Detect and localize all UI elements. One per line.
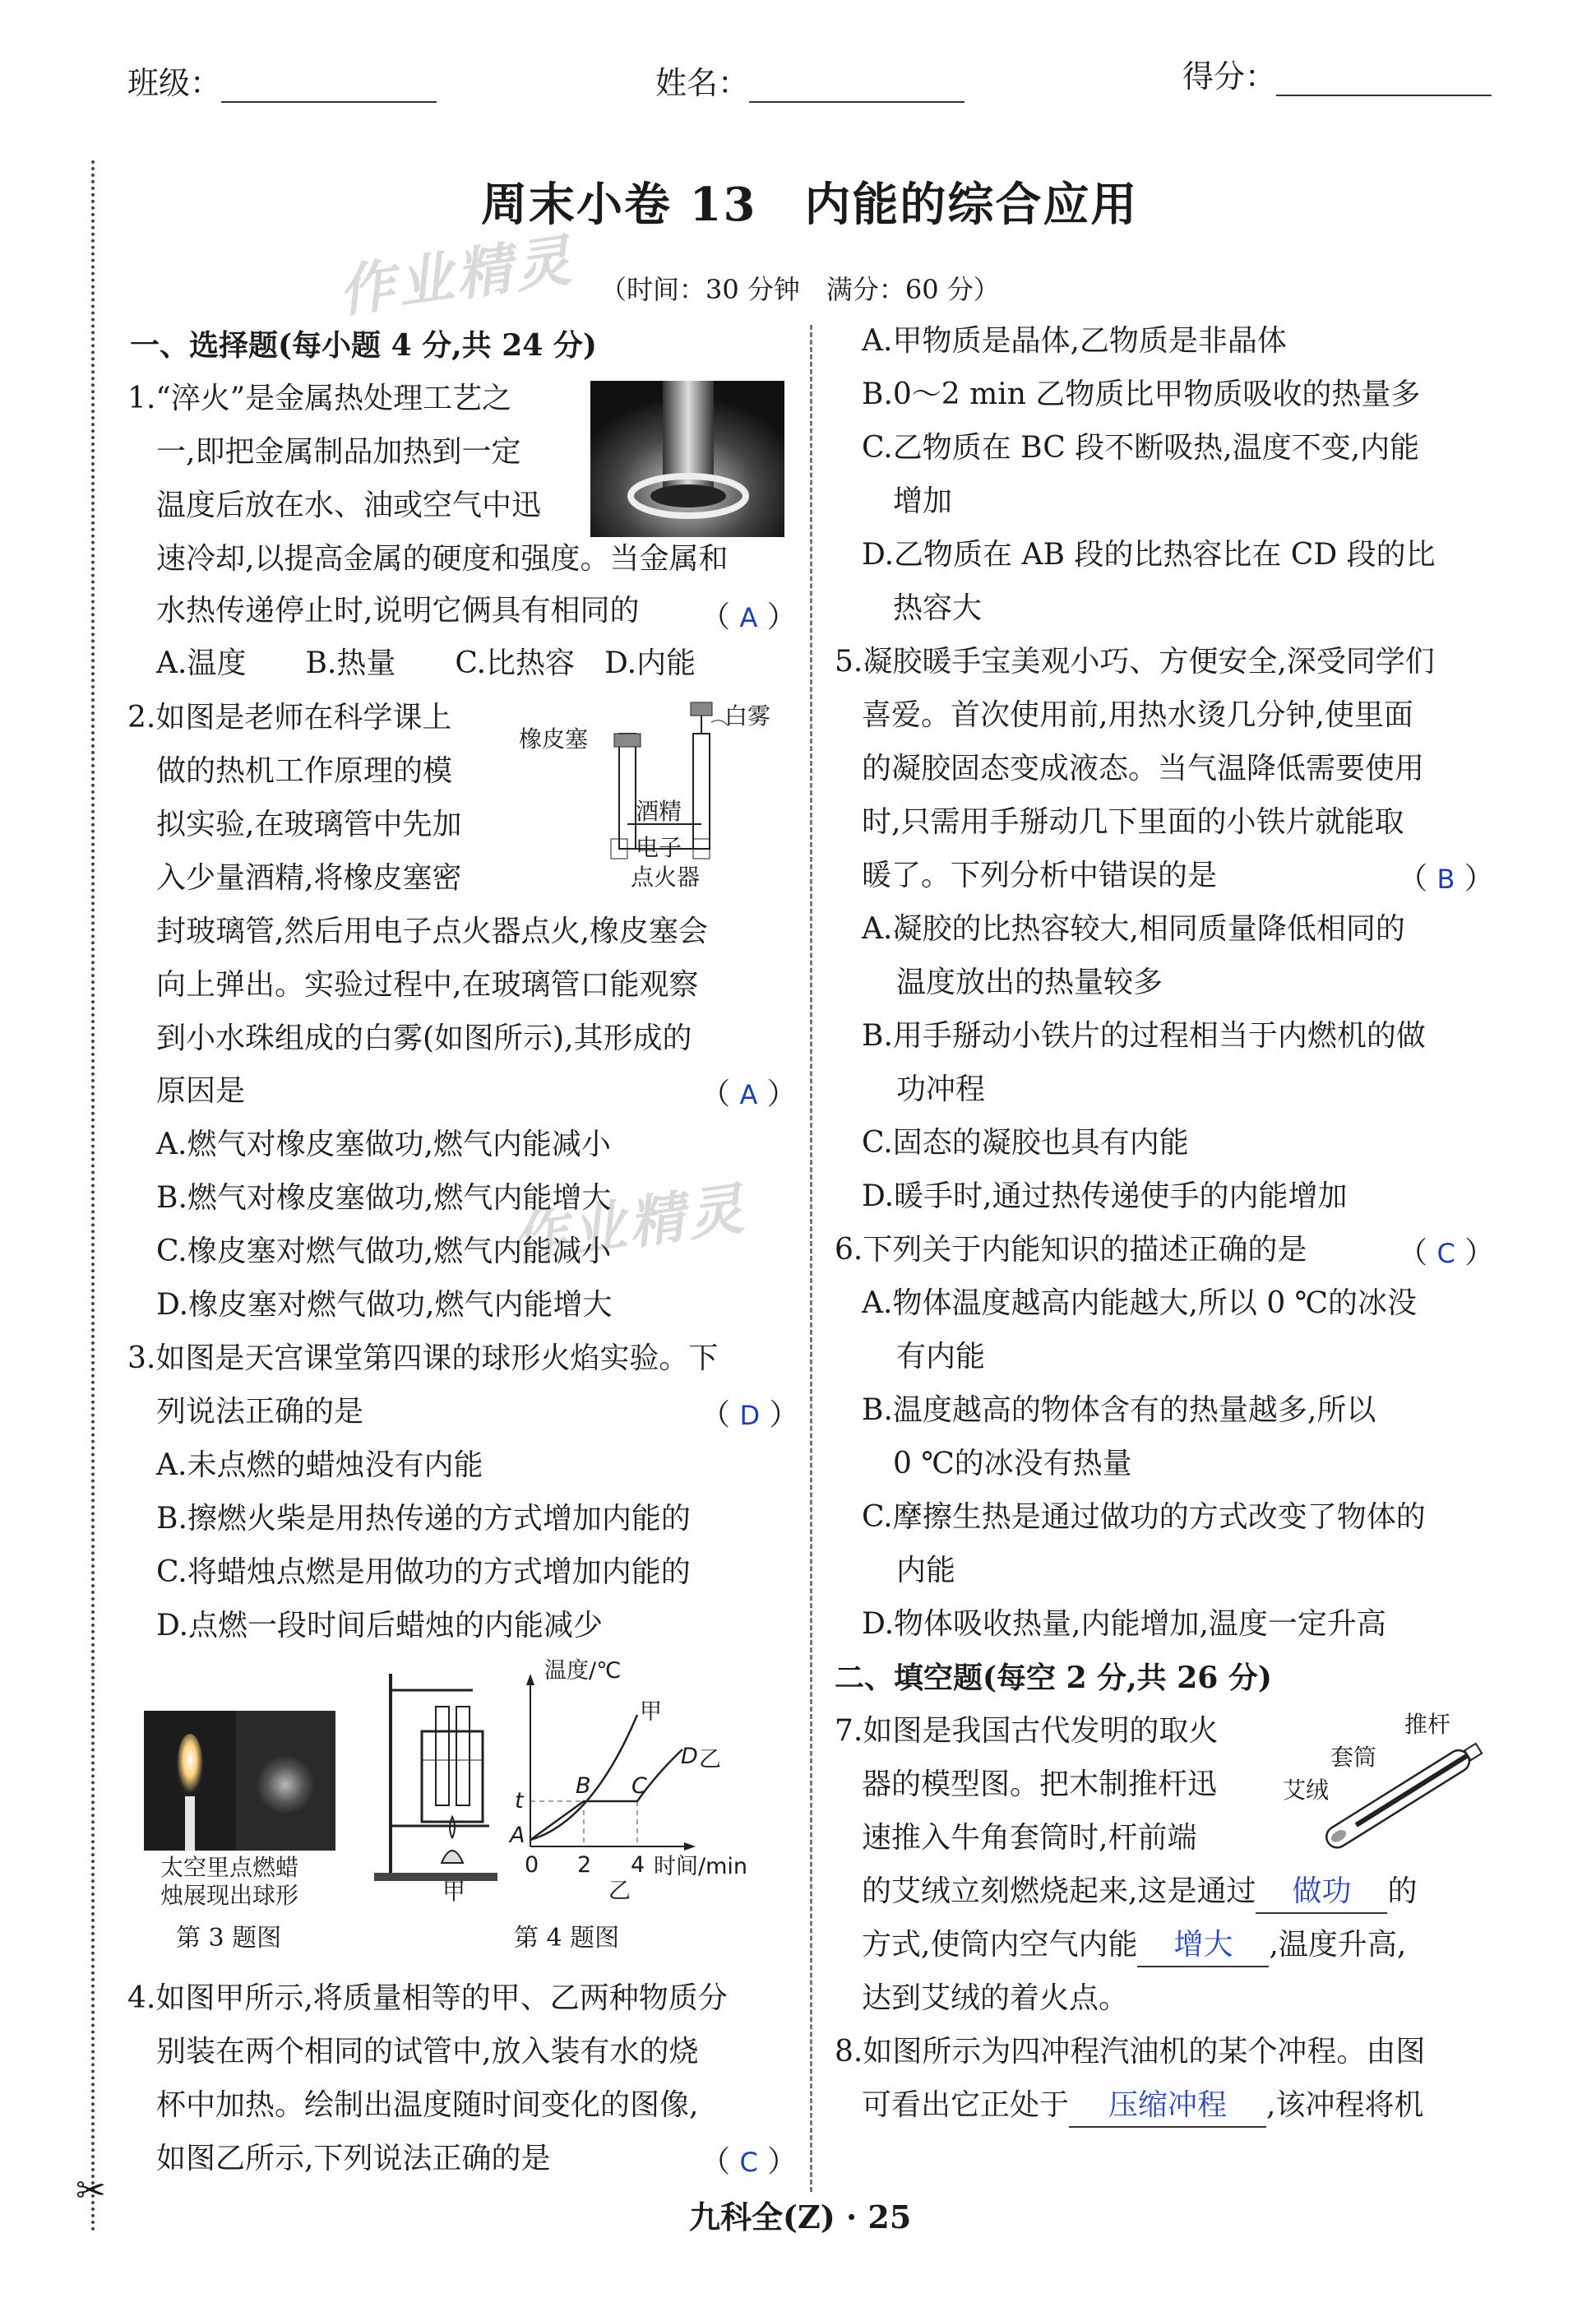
footer-dot: · [845, 2198, 858, 2235]
q3-line1: 3.如图是天宫课堂第四课的球形火焰实验。下 [127, 1341, 719, 1375]
q4-tick-4: 4 [631, 1852, 645, 1878]
score-input-line[interactable] [1276, 70, 1492, 96]
q4-fig-jia-label: 甲 [442, 1878, 466, 1905]
q3-figure-caption: 第 3 题图 [176, 1924, 282, 1953]
score-field [1182, 51, 1492, 96]
scissors-icon: ✂ [76, 2170, 106, 2212]
q7-line1: 7.如图是我国古代发明的取火 [835, 1714, 1219, 1748]
q4-y-arrow [526, 1674, 534, 1685]
q2-line7: 到小水珠组成的白雾(如图所示),其形成的 [156, 1022, 692, 1055]
q4-figure-caption: 第 4 题图 [514, 1924, 620, 1953]
class-input-line[interactable] [221, 76, 437, 103]
q5-option-b2: 功冲程 [896, 1073, 986, 1106]
q7-label-sleeve: 套筒 [1330, 1744, 1377, 1771]
q8-line2 [862, 2085, 1423, 2128]
page-footer [689, 2192, 911, 2237]
q3-photo-caption1: 太空里点燃蜡 [160, 1854, 299, 1881]
q1-answer-box: （ A ） [701, 600, 797, 634]
q4-option-d2: 热容大 [893, 591, 983, 625]
q4-curve-jia-label: 甲 [640, 1699, 662, 1725]
q4-option-b: B.0～2 min 乙物质比甲物质吸收的热量多 [862, 378, 1421, 411]
q3-option-b: B.擦燃火柴是用热传递的方式增加内能的 [156, 1502, 691, 1536]
q3-flame-photo [144, 1711, 335, 1851]
q8-line2a: 可看出它正处于 [862, 2088, 1070, 2122]
q2-figure [514, 701, 810, 898]
q2-answer: A [739, 1079, 758, 1110]
q7-blank2[interactable]: 增大 [1137, 1925, 1269, 1967]
watermark-2: 作业精灵 [507, 1176, 751, 1274]
q2-label-stopper: 橡皮塞 [519, 725, 589, 753]
q4-line3: 杯中加热。绘制出温度随时间变化的图像, [156, 2088, 699, 2122]
q4-fig-yi-label: 乙 [608, 1879, 631, 1904]
q7-line3: 速推入牛角套筒时,杆前端 [862, 1821, 1197, 1855]
q4-xlabel: 时间/min [654, 1854, 748, 1879]
q5-line5: 暖了。下列分析中错误的是 [862, 859, 1218, 892]
q7-line5b: ,温度升高, [1269, 1928, 1407, 1962]
q2-answer-box: （ A ） [701, 1077, 797, 1111]
q5-line1: 5.凝胶暖手宝美观小巧、方便安全,深受同学们 [835, 645, 1435, 679]
q4-point-d: D [681, 1744, 698, 1769]
q7-line4b: 的 [1387, 1874, 1418, 1908]
q5-line2: 喜爱。首次使用前,用热水烫几分钟,使里面 [862, 698, 1413, 732]
q2-label-alcohol: 酒精 [636, 798, 682, 825]
q4-x-arrow [684, 1842, 696, 1851]
q5-line4: 时,只需用手掰动几下里面的小铁片就能取 [862, 805, 1404, 839]
page-subtitle: （时间：30 分钟 满分：60 分） [600, 274, 1000, 305]
q2-option-a: A.燃气对橡皮塞做功,燃气内能减小 [156, 1128, 611, 1161]
q3-answer-box: （ D ） [701, 1398, 799, 1432]
q2-line1: 2.如图是老师在科学课上 [127, 701, 452, 734]
q8-line1: 8.如图所示为四冲程汽油机的某个冲程。由图 [835, 2035, 1426, 2069]
watermark: 作业精灵 [334, 228, 578, 326]
q4-option-d1: D.乙物质在 AB 段的比热容比在 CD 段的比 [862, 538, 1436, 572]
q2-line2: 做的热机工作原理的模 [156, 754, 453, 788]
q3-photo-caption2: 烛展现出球形 [160, 1882, 299, 1909]
q4-t-label: t [515, 1788, 524, 1814]
class-label: 班级： [127, 65, 222, 101]
q4-point-c: C [631, 1773, 647, 1799]
q5-option-b1: B.用手掰动小铁片的过程相当于内燃机的做 [862, 1019, 1426, 1053]
q4-tick-2: 2 [577, 1852, 592, 1878]
section-choice-heading: 一、选择题(每小题 4 分,共 24 分) [130, 328, 597, 363]
q7-label-tinder: 艾绒 [1283, 1777, 1330, 1804]
q4-option-a: A.甲物质是晶体,乙物质是非晶体 [862, 324, 1287, 358]
q3-answer: D [739, 1400, 761, 1431]
q6-line1: 6.下列关于内能知识的描述正确的是 [835, 1233, 1307, 1267]
q4-option-c2: 增加 [893, 484, 953, 518]
name-field [655, 58, 965, 103]
q8-blank1[interactable]: 压缩冲程 [1069, 2085, 1266, 2128]
q5-option-c: C.固态的凝胶也具有内能 [862, 1126, 1189, 1160]
q4-curve-yi [530, 1749, 682, 1840]
quenching-photo [590, 381, 784, 537]
q6-option-c1: C.摩擦生热是通过做功的方式改变了物体的 [862, 1500, 1426, 1534]
q2-line5: 封玻璃管,然后用电子点火器点火,橡皮塞会 [156, 915, 708, 948]
q5-option-d: D.暖手时,通过热传递使手的内能增加 [862, 1179, 1348, 1213]
q4-curve-yi-label: 乙 [699, 1747, 721, 1772]
q2-label-igniter1: 电子 [636, 834, 682, 861]
q7-blank1[interactable]: 做功 [1256, 1871, 1387, 1914]
q5-answer: B [1436, 864, 1455, 895]
q4-graph [493, 1657, 789, 1904]
q6-option-d: D.物体吸收热量,内能增加,温度一定升高 [862, 1607, 1386, 1641]
q1-answer: A [739, 602, 758, 633]
q8-line2b: ,该冲程将机 [1266, 2088, 1424, 2122]
q6-option-a2: 有内能 [896, 1340, 986, 1374]
q2-label-fog: 白雾 [724, 702, 771, 730]
column-divider [810, 325, 812, 2192]
q4-point-b: B [576, 1773, 591, 1799]
cut-line [91, 160, 95, 2233]
q6-option-a1: A.物体温度越高内能越大,所以 0 ℃的冰没 [862, 1286, 1417, 1320]
q7-line2: 器的模型图。把木制推杆迅 [862, 1768, 1218, 1801]
q4-line2: 别装在两个相同的试管中,放入装有水的烧 [156, 2035, 699, 2069]
q2-line8: 原因是 [156, 1074, 246, 1108]
q3-option-a: A.未点燃的蜡烛没有内能 [156, 1448, 483, 1482]
q4-answer: C [739, 2147, 758, 2178]
name-input-line[interactable] [749, 76, 965, 103]
q5-option-a1: A.凝胶的比热容较大,相同质量降低相同的 [862, 912, 1405, 946]
q5-line3: 的凝胶固态变成液态。当气温降低需要使用 [862, 752, 1425, 785]
q7-line4a: 的艾绒立刻燃烧起来,这是通过 [862, 1874, 1256, 1908]
q7-label-push: 推杆 [1404, 1711, 1451, 1738]
section-fill-heading: 二、填空题(每空 2 分,共 26 分) [835, 1661, 1272, 1695]
q4-line1: 4.如图甲所示,将质量相等的甲、乙两种物质分 [127, 1981, 728, 2015]
q4-tick-0: 0 [525, 1852, 539, 1878]
q4-line4: 如图乙所示,下列说法正确的是 [156, 2142, 551, 2175]
q1-options: A.温度 B.热量 C.比热容 D.内能 [156, 646, 696, 680]
q1-line5: 水热传递停止时,说明它俩具有相同的 [156, 594, 640, 628]
q2-option-b: B.燃气对橡皮塞做功,燃气内能增大 [156, 1181, 612, 1215]
q6-option-c2: 内能 [896, 1554, 956, 1587]
q4-option-c1: C.乙物质在 BC 段不断吸热,温度不变,内能 [862, 431, 1420, 465]
q2-line3: 拟实验,在玻璃管中先加 [156, 808, 462, 841]
q2-line4: 入少量酒精,将橡皮塞密 [156, 861, 462, 895]
q7-line6: 达到艾绒的着火点。 [862, 1981, 1129, 2015]
q3-option-c: C.将蜡烛点燃是用做功的方式增加内能的 [156, 1555, 691, 1589]
class-field [127, 58, 437, 103]
q2-label-igniter2: 点火器 [631, 864, 701, 891]
q4-answer-box: （ C ） [701, 2145, 798, 2179]
page-title: 周末小卷 13 内能的综合应用 [481, 178, 1139, 232]
q7-line5a: 方式,使筒内空气内能 [862, 1928, 1138, 1962]
q5-option-a2: 温度放出的热量较多 [896, 966, 1163, 999]
q6-answer: C [1436, 1238, 1455, 1269]
q1-line3: 温度后放在水、油或空气中迅 [156, 489, 542, 522]
q2-option-c: C.橡皮塞对燃气做功,燃气内能减小 [156, 1235, 612, 1268]
q3-line2: 列说法正确的是 [156, 1395, 364, 1429]
q4-point-a: A [510, 1823, 525, 1848]
footer-page-number: 25 [867, 2198, 912, 2235]
name-label: 姓名： [655, 65, 750, 101]
q6-option-b2: 0 ℃的冰没有热量 [893, 1447, 1132, 1480]
q6-answer-box: （ C ） [1398, 1236, 1495, 1270]
q1-line4: 速冷却,以提高金属的硬度和强度。当金属和 [156, 542, 729, 576]
footer-book: 九科全(Z) [689, 2198, 835, 2235]
q7-line4 [862, 1871, 1417, 1914]
q2-line6: 向上弹出。实验过程中,在玻璃管口能观察 [156, 968, 699, 1002]
q1-line1: 1.“淬火”是金属热处理工艺之 [127, 382, 512, 415]
q4-apparatus-figure [374, 1657, 506, 1896]
q7-line5 [862, 1925, 1406, 1967]
q1-line2: 一,即把金属制品加热到一定 [156, 435, 521, 469]
q4-ylabel: 温度/℃ [544, 1658, 622, 1684]
q6-option-b1: B.温度越高的物体含有的热量越多,所以 [862, 1393, 1376, 1427]
q3-option-d: D.点燃一段时间后蜡烛的内能减少 [156, 1609, 604, 1642]
q2-option-d: D.橡皮塞对燃气做功,燃气内能增大 [156, 1288, 613, 1322]
score-label: 得分： [1182, 58, 1277, 95]
q5-answer-box: （ B ） [1398, 862, 1494, 896]
q7-figure [1283, 1711, 1497, 1875]
